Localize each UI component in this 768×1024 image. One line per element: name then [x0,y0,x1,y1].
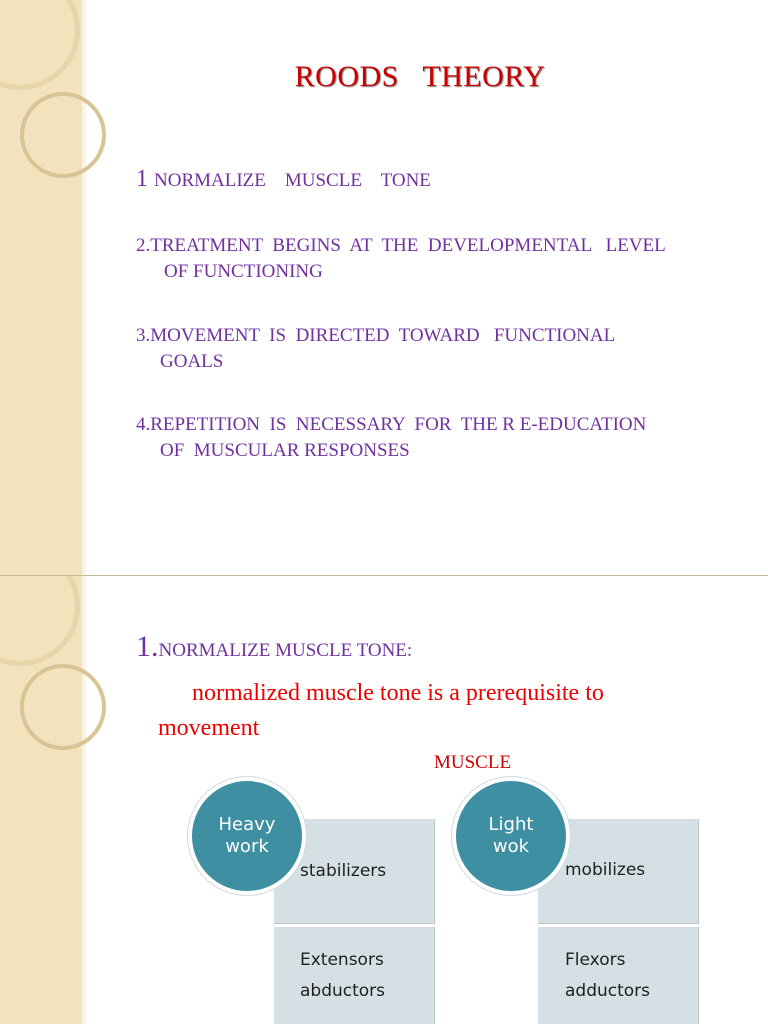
heavy-work-bottom-line-2: abductors [300,981,386,1001]
heavy-work-circle [188,777,306,895]
light-work-bottom-text [565,945,650,1007]
list-item-4 [136,412,646,438]
list-item-number: 3. [136,325,151,346]
sidebar-stripe [82,576,86,1024]
list-item-3-continuation: GOALS [160,351,224,372]
heavy-work-circle-line-2: work [225,836,269,857]
list-item-2-continuation: OF FUNCTIONING [164,261,323,282]
decorative-ring [20,664,106,750]
section-heading-number: 1. [136,630,159,663]
muscle-label: MUSCLE [434,752,512,773]
list-item-number: 1 [136,166,154,192]
light-work-top-text: mobilizes [565,860,646,880]
slide-title: ROODS THEORY [294,60,546,93]
list-item-number: 2. [136,235,151,256]
light-work-circle-line-1: Light [488,814,534,835]
heavy-work-bottom-text [300,945,385,1007]
light-work-circle [452,777,570,895]
slide-2 [0,576,768,1024]
body-text-line-1: normalized muscle tone is a prerequisite to [192,680,604,706]
list-item-text: REPETITION IS NECESSARY FOR THE R E-EDUCATION [150,414,647,435]
section-heading [136,630,412,664]
heavy-work-bottom-line-1: Extensors [300,950,384,970]
section-heading-text: NORMALIZE MUSCLE TONE: [158,640,413,661]
list-item-1 [136,166,431,194]
list-item-2 [136,233,666,259]
list-item-text: MOVEMENT IS DIRECTED TOWARD FUNCTIONAL [150,325,616,346]
list-item-3 [136,323,615,349]
decorative-ring [20,92,106,178]
list-item-text: NORMALIZE MUSCLE TONE [154,170,431,191]
heavy-work-top-text: stabilizers [300,861,387,881]
list-item-text: TREATMENT BEGINS AT THE DEVELOPMENTAL LEVEL [150,235,666,256]
light-work-circle-line-2: wok [492,836,530,857]
body-text-line-2: movement [158,715,260,741]
list-item-number: 4. [136,414,151,435]
heavy-work-circle-line-1: Heavy [218,814,276,835]
list-item-4-continuation: OF MUSCULAR RESPONSES [160,440,410,461]
light-work-bottom-line-2: adductors [565,981,651,1001]
light-work-bottom-line-1: Flexors [565,950,626,970]
